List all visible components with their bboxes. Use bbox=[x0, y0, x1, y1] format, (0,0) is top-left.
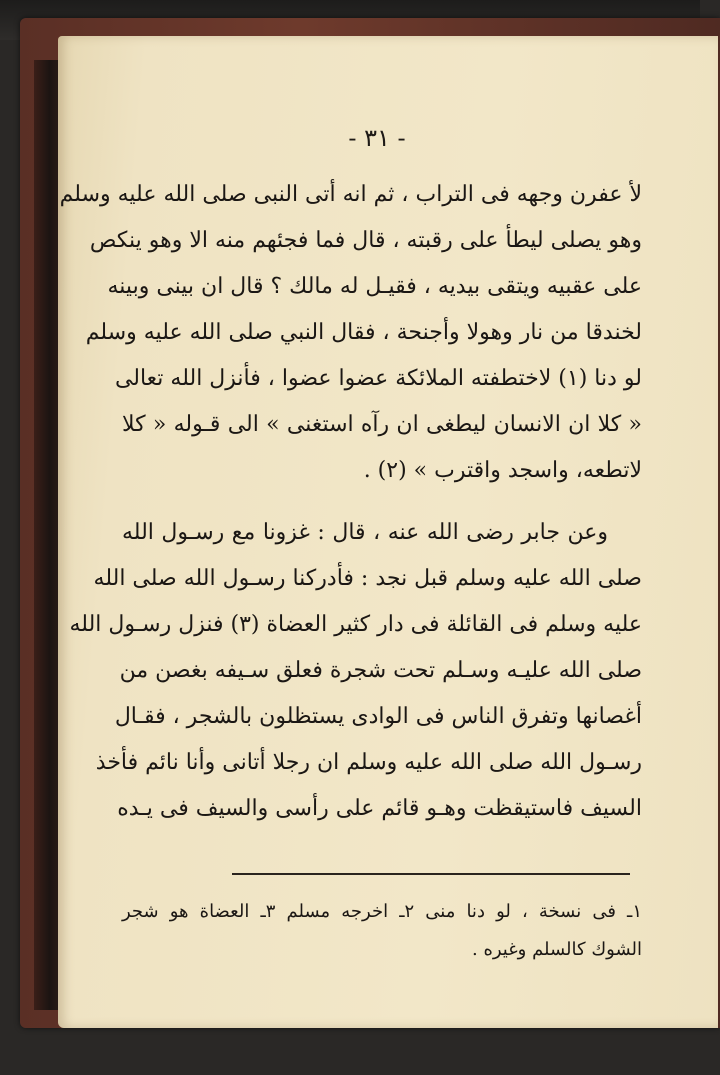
text-line: لخندقا من نار وهولا وأجنحة ، فقال النبي صلى الله عليه وسلم bbox=[85, 320, 642, 345]
text-line: « كلا ان الانسان ليطغى ان رآه استغنى » الى قـوله « كلا bbox=[122, 412, 642, 437]
text-line: وهو يصلى ليطأ على رقبته ، قال فما فجئهم منه الا وهو ينكص bbox=[89, 228, 642, 253]
text-line: لو دنا (١) لاختطفته الملائكة عضوا عضوا ، فأنزل الله تعالى bbox=[114, 366, 642, 391]
paragraph-gap bbox=[122, 494, 642, 510]
text-line: رسـول الله صلى الله عليه وسلم ان رجلا أتانى وأنا نائم فأخذ bbox=[95, 750, 642, 775]
page-body bbox=[59, 172, 642, 832]
text-line: على عقبيه ويتقى بيديه ، فقيـل له مالك ؟ قال ان بينى وبينه bbox=[107, 274, 642, 299]
text-line: لاتطعه، واسجد واقترب » (٢) . bbox=[363, 458, 642, 483]
page-number: - ٣١ - bbox=[348, 124, 406, 152]
footnote-line: الشوك كالسلم وغيره . bbox=[472, 939, 642, 960]
text-line: صلى الله عليه وسلم قبل نجد : فأدركنا رسـول الله صلى الله bbox=[93, 566, 642, 591]
text-line: عليه وسلم فى القائلة فى دار كثير العضاة (٣) فنزل رسـول الله bbox=[69, 612, 642, 637]
text-line: صلى الله عليـه وسـلم تحت شجرة فعلق سـيفه بغصن من bbox=[119, 658, 642, 683]
footnote-divider bbox=[232, 873, 630, 875]
text-line: السيف فاستيقظت وهـو قائم على رأسى والسيف فى يـده bbox=[117, 796, 642, 821]
text-line: أغصانها وتفرق الناس فى الوادى يستظلون بالشجر ، فقـال bbox=[114, 704, 642, 729]
footnotes bbox=[122, 893, 642, 969]
book-binding-edge bbox=[34, 60, 60, 1010]
text-line: لأ عفرن وجهه فى التراب ، ثم انه أتى النبى صلى الله عليه وسلم bbox=[59, 182, 642, 207]
paragraph-2 bbox=[69, 510, 642, 832]
paragraph-1 bbox=[59, 172, 642, 494]
footnote-line: ١ـ فى نسخة ، لو دنا منى ٢ـ اخرجه مسلم ٣ـ العضاة هو شجر bbox=[122, 901, 642, 922]
text-line: وعن جابر رضى الله عنه ، قال : غزونا مع رسـول الله bbox=[122, 520, 608, 545]
